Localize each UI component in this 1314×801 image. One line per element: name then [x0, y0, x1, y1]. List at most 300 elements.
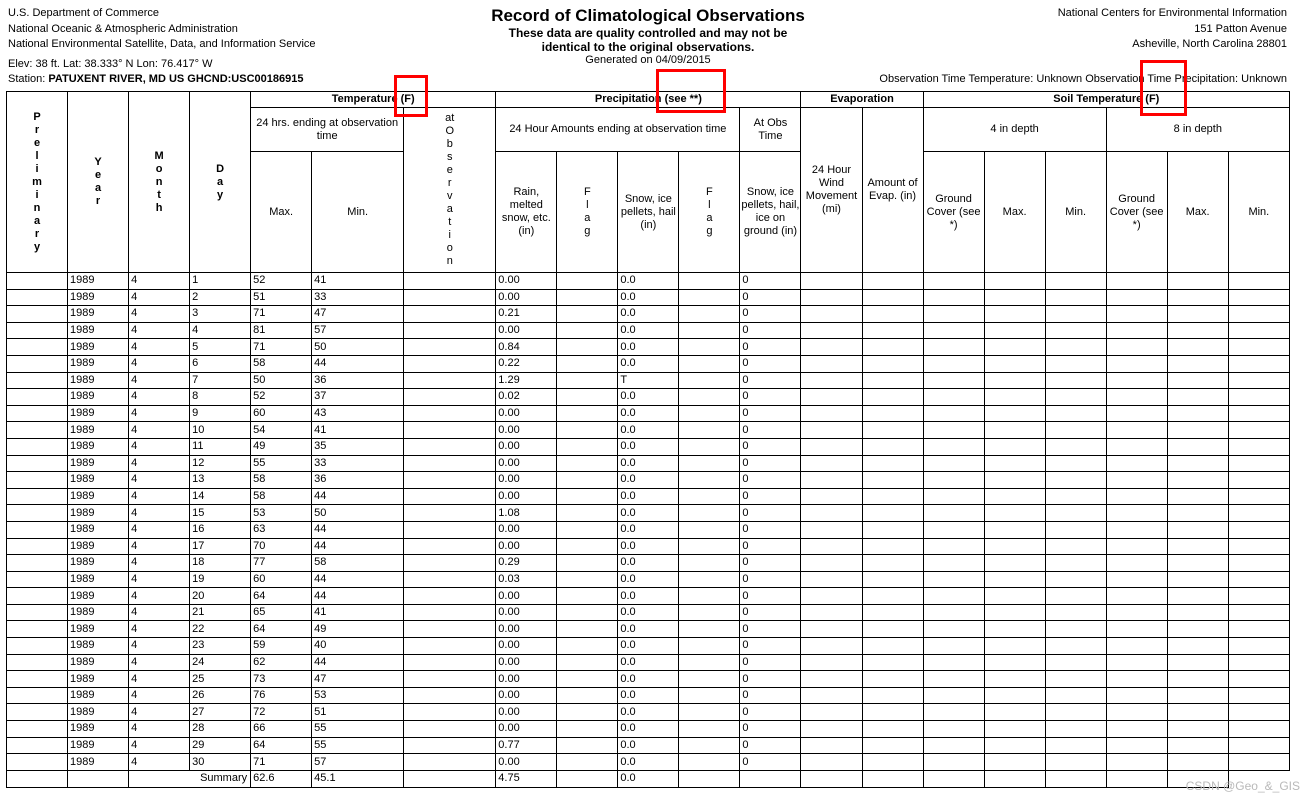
cell-temp-min: 41: [312, 273, 404, 290]
cell-rain-flag: [557, 754, 618, 771]
table-row: [7, 737, 1290, 754]
cell-empty: [1106, 704, 1167, 721]
cell-temp-max: 72: [251, 704, 312, 721]
cell-rain-flag: [557, 438, 618, 455]
cell-snow-flag: [679, 273, 740, 290]
cell-empty: [984, 604, 1045, 621]
cell-empty: [923, 322, 984, 339]
cell-temp-at-obs: [404, 306, 496, 323]
temp-24hr-header: 24 hrs. ending at observation time: [251, 108, 404, 152]
cell-snow-flag: [679, 355, 740, 372]
cell-empty: [1106, 737, 1167, 754]
cell-preliminary: [7, 438, 68, 455]
cell-empty: [1045, 438, 1106, 455]
year-vertical: Y e a r: [94, 156, 102, 207]
cell-preliminary: [7, 754, 68, 771]
cell-day: 19: [190, 571, 251, 588]
cell-rain: 0.00: [496, 521, 557, 538]
cell-empty: [984, 687, 1045, 704]
cell-empty: [1167, 455, 1228, 472]
highlight-precip-note: [656, 69, 726, 113]
cell-empty: [1045, 538, 1106, 555]
cell-empty: [1106, 488, 1167, 505]
cell-year: 1989: [68, 721, 129, 738]
cell-snow-flag: [679, 289, 740, 306]
cell-preliminary: [7, 488, 68, 505]
cell-empty: [1045, 488, 1106, 505]
cell-preliminary: [7, 621, 68, 638]
cell-empty: [1228, 621, 1289, 638]
table-row: [7, 372, 1290, 389]
cell-temp-min: 35: [312, 438, 404, 455]
cell-empty: [862, 704, 923, 721]
cell-empty: [862, 505, 923, 522]
cell-temp-max: 60: [251, 571, 312, 588]
cell-empty: [984, 405, 1045, 422]
cell-rain: 0.03: [496, 571, 557, 588]
cell-empty: [1045, 621, 1106, 638]
cell-rain-flag: [557, 538, 618, 555]
cell-snow: 0.0: [618, 704, 679, 721]
cell-empty: [1228, 472, 1289, 489]
cell-empty: [1106, 721, 1167, 738]
cell-empty: [1045, 455, 1106, 472]
cell-empty: [1106, 455, 1167, 472]
cell-temp-min: 37: [312, 389, 404, 406]
table-row: [7, 521, 1290, 538]
cell-day: 4: [190, 322, 251, 339]
cell-empty: [862, 754, 923, 771]
cell-rain-flag: [557, 604, 618, 621]
cell-empty: [923, 405, 984, 422]
cell-year: 1989: [68, 339, 129, 356]
cell-empty: [1045, 389, 1106, 406]
cell-empty: [1167, 654, 1228, 671]
cell-snow-flag: [679, 704, 740, 721]
cell-rain-flag: [557, 389, 618, 406]
table-row: [7, 704, 1290, 721]
cell-empty: [1228, 721, 1289, 738]
cell-empty: [1167, 521, 1228, 538]
cell-snow-flag: [679, 455, 740, 472]
cell-temp-at-obs: [404, 654, 496, 671]
cell-day: 11: [190, 438, 251, 455]
cell-month: 4: [129, 687, 190, 704]
cell-temp-max: 73: [251, 671, 312, 688]
cell-snow-flag: [679, 654, 740, 671]
cell-empty: [984, 621, 1045, 638]
cell-day: 14: [190, 488, 251, 505]
cell-temp-at-obs: [404, 737, 496, 754]
cell-empty: [1167, 289, 1228, 306]
cell-empty: [801, 671, 862, 688]
table-row: [7, 571, 1290, 588]
table-row: [7, 488, 1290, 505]
cell-snow-flag: [679, 538, 740, 555]
cell-year: 1989: [68, 322, 129, 339]
cell-temp-at-obs: [404, 604, 496, 621]
cell-month: 4: [129, 721, 190, 738]
cell-empty: [1167, 638, 1228, 655]
summary-snow: 0.0: [618, 770, 679, 787]
cell-month: 4: [129, 555, 190, 572]
cell-empty: [1106, 521, 1167, 538]
cell-day: 21: [190, 604, 251, 621]
cell-temp-at-obs: [404, 638, 496, 655]
cell-day: 9: [190, 405, 251, 422]
cell-snow-ground: 0: [740, 671, 801, 688]
cell-snow: 0.0: [618, 289, 679, 306]
cell-temp-max: 58: [251, 472, 312, 489]
cell-day: 17: [190, 538, 251, 555]
cell-snow-ground: 0: [740, 754, 801, 771]
day-vertical: D a y: [216, 162, 225, 201]
cell-empty: [923, 654, 984, 671]
cell-month: 4: [129, 438, 190, 455]
cell-temp-max: 55: [251, 455, 312, 472]
cell-rain: 0.00: [496, 438, 557, 455]
cell-empty: [923, 737, 984, 754]
cell-empty: [1045, 355, 1106, 372]
cell-temp-min: 47: [312, 306, 404, 323]
cell-empty: [1167, 754, 1228, 771]
cell-rain-flag: [557, 505, 618, 522]
cell-empty: [1045, 721, 1106, 738]
table-row: [7, 322, 1290, 339]
cell-empty: [862, 273, 923, 290]
cell-empty: [801, 389, 862, 406]
cell-empty: [1228, 737, 1289, 754]
cell-snow: 0.0: [618, 621, 679, 638]
cell-snow: 0.0: [618, 389, 679, 406]
cell-rain-flag: [557, 488, 618, 505]
cell-empty: [1167, 604, 1228, 621]
cell-rain-flag: [557, 654, 618, 671]
cell-temp-min: 44: [312, 538, 404, 555]
cell-month: 4: [129, 289, 190, 306]
cell-year: 1989: [68, 306, 129, 323]
cell-snow-flag: [679, 638, 740, 655]
cell-snow-flag: [679, 322, 740, 339]
cell-snow-ground: 0: [740, 389, 801, 406]
cell-empty: [984, 422, 1045, 439]
cell-year: 1989: [68, 638, 129, 655]
cell-rain: 0.00: [496, 638, 557, 655]
cell-temp-at-obs: [404, 273, 496, 290]
cell-year: 1989: [68, 455, 129, 472]
cell-snow-ground: 0: [740, 704, 801, 721]
cell-snow-ground: 0: [740, 306, 801, 323]
page-title: Record of Climatological Observations: [491, 6, 805, 25]
cell-rain: 0.00: [496, 455, 557, 472]
cell-empty: [1045, 604, 1106, 621]
highlight-temperature-unit: [394, 75, 428, 117]
cell-empty: [984, 306, 1045, 323]
cell-temp-min: 47: [312, 671, 404, 688]
cell-empty: [1106, 355, 1167, 372]
cell-snow: 0.0: [618, 555, 679, 572]
cell-empty: [984, 754, 1045, 771]
cell-empty: [801, 621, 862, 638]
cell-snow: 0.0: [618, 754, 679, 771]
cell-empty: [923, 339, 984, 356]
cell-snow-flag: [679, 721, 740, 738]
cell-temp-min: 40: [312, 638, 404, 655]
soil-4in-min-header: Min.: [1045, 152, 1106, 273]
cell-empty: [1167, 306, 1228, 323]
cell-month: 4: [129, 621, 190, 638]
cell-year: 1989: [68, 704, 129, 721]
cell-day: 29: [190, 737, 251, 754]
cell-empty: [1228, 372, 1289, 389]
cell-snow-flag: [679, 389, 740, 406]
cell-empty: [1106, 754, 1167, 771]
address-line-1: National Centers for Environmental Information: [1057, 7, 1287, 19]
cell-day: 16: [190, 521, 251, 538]
cell-rain: 0.21: [496, 306, 557, 323]
cell-temp-max: 65: [251, 604, 312, 621]
cell-empty: [1228, 405, 1289, 422]
cell-temp-at-obs: [404, 571, 496, 588]
cell-preliminary: [7, 704, 68, 721]
cell-snow-ground: 0: [740, 372, 801, 389]
cell-empty: [7, 770, 68, 787]
cell-preliminary: [7, 472, 68, 489]
cell-snow: 0.0: [618, 273, 679, 290]
cell-temp-at-obs: [404, 754, 496, 771]
cell-empty: [1167, 687, 1228, 704]
cell-temp-min: 44: [312, 654, 404, 671]
table-row: [7, 306, 1290, 323]
address-line-2: 151 Patton Avenue: [1194, 22, 1287, 35]
summary-temp-min: 45.1: [312, 770, 404, 787]
cell-snow: 0.0: [618, 488, 679, 505]
table-row: [7, 555, 1290, 572]
col-preliminary: [7, 92, 68, 273]
cell-snow-ground: 0: [740, 604, 801, 621]
cell-preliminary: [7, 604, 68, 621]
cell-empty: [862, 671, 923, 688]
cell-empty: [923, 687, 984, 704]
snow-flag-header: [679, 152, 740, 273]
cell-snow-ground: 0: [740, 289, 801, 306]
cell-rain: 0.00: [496, 704, 557, 721]
cell-snow-ground: 0: [740, 538, 801, 555]
cell-temp-min: 41: [312, 422, 404, 439]
table-row: [7, 455, 1290, 472]
cell-snow-ground: 0: [740, 488, 801, 505]
rain-flag-header: [557, 152, 618, 273]
cell-snow-flag: [679, 621, 740, 638]
cell-rain: 0.00: [496, 488, 557, 505]
cell-empty: [1045, 737, 1106, 754]
cell-empty: [923, 505, 984, 522]
cell-empty: [1228, 339, 1289, 356]
ground-cover-4in-header: Ground Cover (see *): [923, 152, 984, 273]
cell-rain: 0.00: [496, 273, 557, 290]
cell-empty: [1045, 638, 1106, 655]
cell-empty: [923, 306, 984, 323]
cell-empty: [1106, 555, 1167, 572]
cell-year: 1989: [68, 538, 129, 555]
cell-month: 4: [129, 389, 190, 406]
cell-year: 1989: [68, 438, 129, 455]
cell-empty: [801, 588, 862, 605]
cell-rain-flag: [557, 339, 618, 356]
cell-empty: [923, 571, 984, 588]
cell-temp-min: 44: [312, 571, 404, 588]
cell-empty: [923, 538, 984, 555]
cell-empty: [801, 721, 862, 738]
col-year: [68, 92, 129, 273]
cell-empty: [1106, 604, 1167, 621]
cell-empty: [1167, 505, 1228, 522]
cell-empty: [801, 754, 862, 771]
cell-day: 25: [190, 671, 251, 688]
cell-empty: [1106, 306, 1167, 323]
cell-empty: [923, 472, 984, 489]
cell-temp-at-obs: [404, 422, 496, 439]
cell-snow-ground: 0: [740, 555, 801, 572]
cell-empty: [862, 339, 923, 356]
cell-snow-flag: [679, 306, 740, 323]
cell-empty: [801, 355, 862, 372]
col-month: [129, 92, 190, 273]
cell-rain: 0.84: [496, 339, 557, 356]
cell-empty: [1228, 754, 1289, 771]
cell-empty: [1045, 704, 1106, 721]
cell-empty: [1167, 555, 1228, 572]
cell-snow: 0.0: [618, 721, 679, 738]
cell-month: 4: [129, 521, 190, 538]
cell-temp-at-obs: [404, 671, 496, 688]
cell-snow-ground: 0: [740, 322, 801, 339]
cell-day: 27: [190, 704, 251, 721]
cell-empty: [862, 538, 923, 555]
temp-max-header: Max.: [251, 152, 312, 273]
cell-temp-min: 49: [312, 621, 404, 638]
cell-empty: [862, 355, 923, 372]
cell-day: 13: [190, 472, 251, 489]
cell-empty: [1228, 322, 1289, 339]
cell-empty: [801, 472, 862, 489]
cell-empty: [1045, 754, 1106, 771]
cell-empty: [1167, 273, 1228, 290]
cell-empty: [1106, 505, 1167, 522]
cell-empty: [862, 770, 923, 787]
cell-month: 4: [129, 322, 190, 339]
cell-empty: [923, 372, 984, 389]
cell-day: 6: [190, 355, 251, 372]
cell-preliminary: [7, 339, 68, 356]
cell-empty: [1045, 555, 1106, 572]
cell-empty: [984, 671, 1045, 688]
cell-empty: [1045, 521, 1106, 538]
cell-empty: [862, 289, 923, 306]
cell-month: 4: [129, 339, 190, 356]
cell-year: 1989: [68, 422, 129, 439]
cell-empty: [1045, 505, 1106, 522]
cell-month: 4: [129, 704, 190, 721]
cell-empty: [1228, 389, 1289, 406]
cell-year: 1989: [68, 687, 129, 704]
cell-snow-flag: [679, 422, 740, 439]
cell-empty: [801, 488, 862, 505]
table-row: [7, 472, 1290, 489]
cell-empty: [1167, 671, 1228, 688]
cell-preliminary: [7, 355, 68, 372]
cell-rain: 0.77: [496, 737, 557, 754]
cell-preliminary: [7, 306, 68, 323]
table-row: [7, 339, 1290, 356]
cell-temp-min: 50: [312, 339, 404, 356]
cell-month: 4: [129, 638, 190, 655]
cell-empty: [923, 389, 984, 406]
cell-rain-flag: [557, 671, 618, 688]
cell-rain: 0.00: [496, 322, 557, 339]
cell-rain-flag: [557, 555, 618, 572]
cell-snow-flag: [679, 754, 740, 771]
cell-empty: [1106, 289, 1167, 306]
cell-empty: [984, 389, 1045, 406]
cell-temp-at-obs: [404, 721, 496, 738]
cell-rain: 0.00: [496, 422, 557, 439]
cell-preliminary: [7, 638, 68, 655]
cell-temp-at-obs: [404, 289, 496, 306]
cell-snow-ground: 0: [740, 422, 801, 439]
cell-empty: [1228, 671, 1289, 688]
cell-empty: [1228, 505, 1289, 522]
cell-empty: [1228, 588, 1289, 605]
cell-rain-flag: [557, 405, 618, 422]
cell-year: 1989: [68, 588, 129, 605]
cell-snow-ground: 0: [740, 721, 801, 738]
cell-empty: [1045, 687, 1106, 704]
station-info: [8, 73, 303, 85]
cell-empty: [984, 372, 1045, 389]
cell-month: 4: [129, 505, 190, 522]
cell-month: 4: [129, 604, 190, 621]
temp-min-header: Min.: [312, 152, 404, 273]
cell-year: 1989: [68, 754, 129, 771]
cell-empty: [1228, 488, 1289, 505]
cell-empty: [1167, 438, 1228, 455]
cell-empty: [984, 505, 1045, 522]
cell-empty: [1228, 273, 1289, 290]
cell-empty: [801, 422, 862, 439]
cell-empty: [984, 289, 1045, 306]
cell-snow-flag: [679, 405, 740, 422]
cell-preliminary: [7, 521, 68, 538]
cell-month: 4: [129, 273, 190, 290]
cell-snow-flag: [679, 339, 740, 356]
cell-day: 18: [190, 555, 251, 572]
cell-month: 4: [129, 355, 190, 372]
preliminary-vertical: P r e l i m i n a r y: [32, 110, 42, 253]
cell-snow-ground: 0: [740, 621, 801, 638]
cell-temp-at-obs: [404, 555, 496, 572]
table-row: [7, 438, 1290, 455]
cell-rain: 0.22: [496, 355, 557, 372]
table-row: [7, 687, 1290, 704]
cell-empty: [984, 273, 1045, 290]
cell-temp-max: 58: [251, 355, 312, 372]
evap-amount-header: Amount of Evap. (in): [862, 108, 923, 273]
cell-empty: [862, 638, 923, 655]
observation-time-info: Observation Time Temperature: Unknown Observation Time Precipitation: Unknown: [879, 73, 1287, 85]
cell-snow-ground: 0: [740, 737, 801, 754]
cell-snow: 0.0: [618, 604, 679, 621]
